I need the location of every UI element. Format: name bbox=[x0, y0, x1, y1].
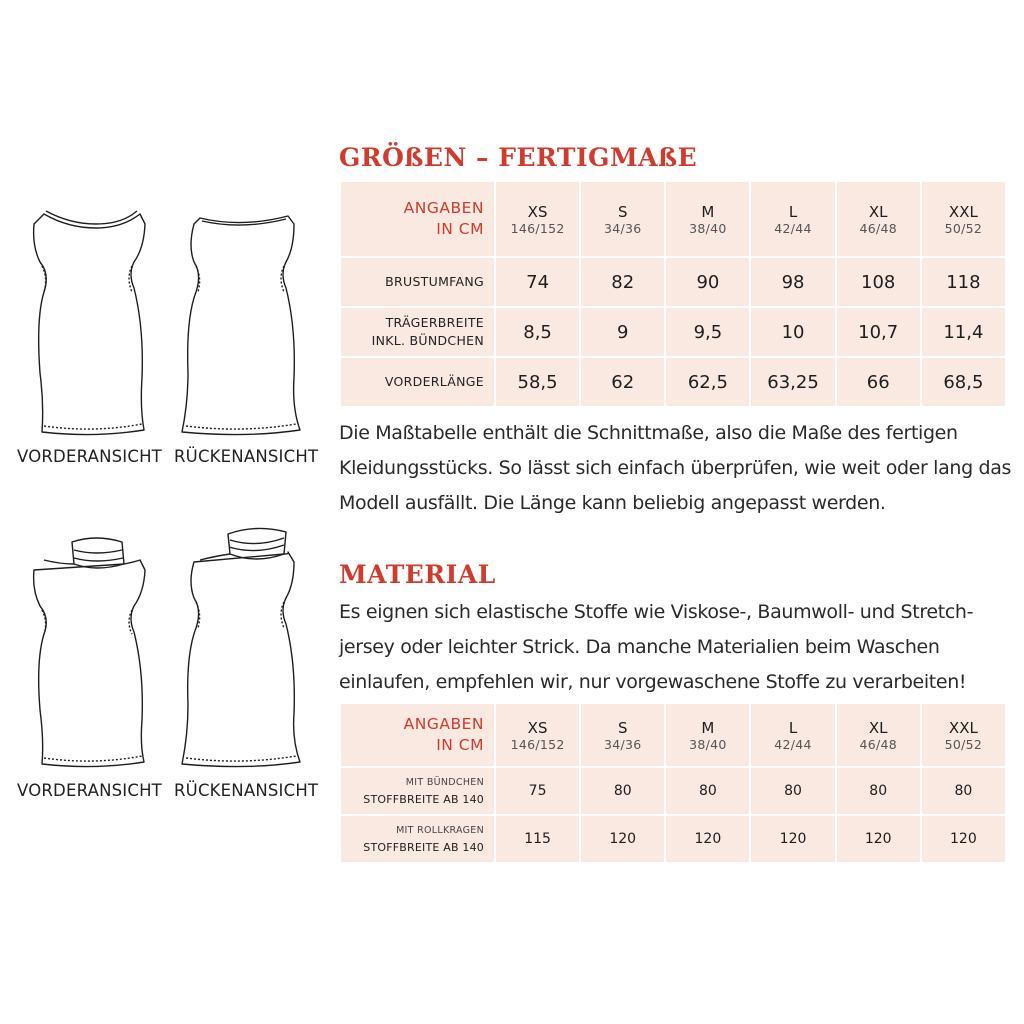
table-cell: 108 bbox=[836, 257, 921, 307]
table-cell: 74 bbox=[495, 257, 580, 307]
table-cell: 98 bbox=[750, 257, 835, 307]
table-header-row bbox=[340, 181, 1006, 257]
turtleneck-top-back-drawing bbox=[176, 520, 316, 778]
table-cell: 9 bbox=[580, 307, 665, 357]
row-label: VORDERLÄNGE bbox=[340, 357, 495, 407]
size-column-header: M 38/40 bbox=[665, 181, 750, 257]
finished-measurements-table bbox=[339, 180, 1007, 408]
table-cell: 120 bbox=[836, 815, 921, 863]
table-header-row bbox=[340, 703, 1006, 767]
table-cell: 120 bbox=[665, 815, 750, 863]
table-cell: 66 bbox=[836, 357, 921, 407]
table-cell: 120 bbox=[921, 815, 1006, 863]
front-view-label: VORDERANSICHT bbox=[17, 447, 162, 466]
material-heading: MATERIAL bbox=[339, 560, 496, 589]
table-cell: 82 bbox=[580, 257, 665, 307]
table-row bbox=[340, 307, 1006, 357]
table-cell: 120 bbox=[750, 815, 835, 863]
front-view-label: VORDERANSICHT bbox=[17, 781, 162, 800]
table-cell: 68,5 bbox=[921, 357, 1006, 407]
table-cell: 115 bbox=[495, 815, 580, 863]
size-column-header: XL 46/48 bbox=[836, 703, 921, 767]
table-cell: 118 bbox=[921, 257, 1006, 307]
size-column-header: S 34/36 bbox=[580, 181, 665, 257]
row-label: MIT BÜNDCHEN STOFFBREITE AB 140 bbox=[340, 767, 495, 815]
size-column-header: XXL 50/52 bbox=[921, 703, 1006, 767]
table-cell: 90 bbox=[665, 257, 750, 307]
size-column-header: S 34/36 bbox=[580, 703, 665, 767]
table-cell: 80 bbox=[836, 767, 921, 815]
table-cell: 63,25 bbox=[750, 357, 835, 407]
size-column-header: XS 146/152 bbox=[495, 181, 580, 257]
table-cell: 75 bbox=[495, 767, 580, 815]
table-cell: 62,5 bbox=[665, 357, 750, 407]
measurements-description: Die Maßtabelle enthält die Schnittmaße, also die Maße des fertigen Kleidungsstücks. So lässt sich einfach überprüfen, wie weit oder lang das Modell ausfällt. Die Länge kann beliebig angepasst werden. bbox=[339, 422, 1012, 514]
table-cell: 80 bbox=[665, 767, 750, 815]
row-label: BRUSTUMFANG bbox=[340, 257, 495, 307]
size-column-header: XS 146/152 bbox=[495, 703, 580, 767]
row-label: TRÄGERBREITE INKL. BÜNDCHEN bbox=[340, 307, 495, 357]
fabric-requirements-table bbox=[339, 702, 1007, 864]
turtleneck-top-front-drawing bbox=[10, 530, 160, 778]
back-view-label: RÜCKENANSICHT bbox=[174, 447, 319, 466]
back-view-label: RÜCKENANSICHT bbox=[174, 781, 319, 800]
material-description: Es eignen sich elastische Stoffe wie Viskose-, Baumwoll- und Stretch-jersey oder leichter Strick. Da manche Materialien beim Waschen einlaufen, empfehlen wir, nur vorgewaschene Stoffe zu verarbeiten! bbox=[339, 601, 974, 693]
table-cell: 80 bbox=[921, 767, 1006, 815]
table-row bbox=[340, 815, 1006, 863]
row-label: MIT ROLLKRAGEN STOFFBREITE AB 140 bbox=[340, 815, 495, 863]
table-cell: 120 bbox=[580, 815, 665, 863]
sleeveless-top-back-drawing bbox=[176, 208, 316, 444]
header-label: ANGABEN IN CM bbox=[340, 181, 495, 257]
size-column-header: XXL 50/52 bbox=[921, 181, 1006, 257]
size-column-header: XL 46/48 bbox=[836, 181, 921, 257]
table-cell: 9,5 bbox=[665, 307, 750, 357]
table-cell: 80 bbox=[580, 767, 665, 815]
table-cell: 80 bbox=[750, 767, 835, 815]
sleeveless-top-front-drawing bbox=[10, 208, 160, 444]
size-column-header: L 42/44 bbox=[750, 703, 835, 767]
table-cell: 10,7 bbox=[836, 307, 921, 357]
table-row bbox=[340, 357, 1006, 407]
table-row bbox=[340, 257, 1006, 307]
sizes-heading: GRÖßEN – FERTIGMAßE bbox=[339, 143, 698, 172]
size-column-header: L 42/44 bbox=[750, 181, 835, 257]
table-row bbox=[340, 767, 1006, 815]
header-label: ANGABEN IN CM bbox=[340, 703, 495, 767]
table-cell: 11,4 bbox=[921, 307, 1006, 357]
table-cell: 8,5 bbox=[495, 307, 580, 357]
size-column-header: M 38/40 bbox=[665, 703, 750, 767]
table-cell: 62 bbox=[580, 357, 665, 407]
table-cell: 10 bbox=[750, 307, 835, 357]
table-cell: 58,5 bbox=[495, 357, 580, 407]
